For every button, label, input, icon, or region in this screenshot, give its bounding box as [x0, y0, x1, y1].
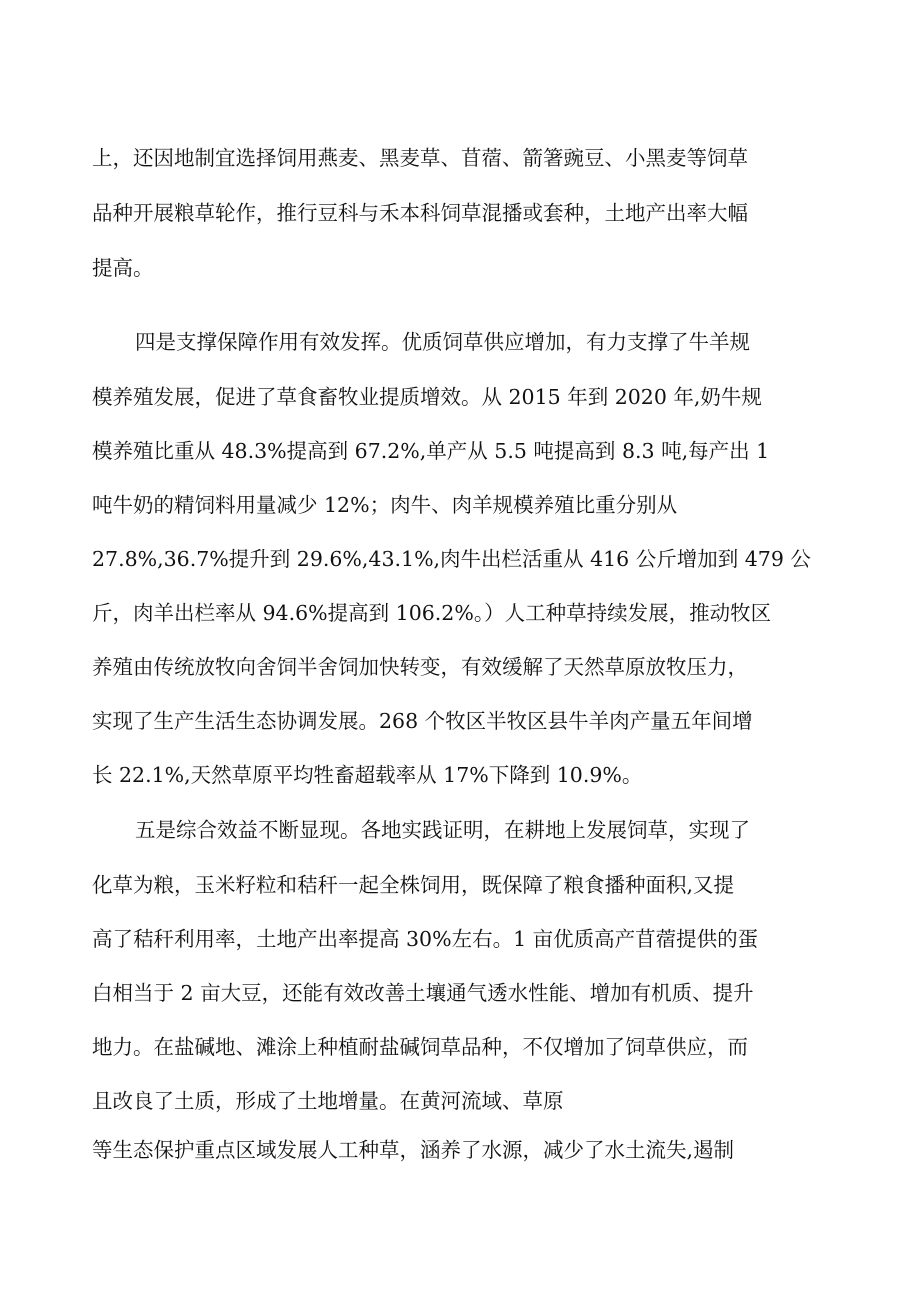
paragraph-first-line: 五是综合效益不断显现。各地实践证明，在耕地上发展饲草，实现了	[135, 818, 750, 842]
text-line: 白相当于 2 亩大豆，还能有效改善土壤通气透水性能、增加有机质、提升	[92, 981, 754, 1005]
text-line: 斤，肉羊出栏率从 94.6%提高到 106.2%。）人工种草持续发展，推动牧区	[92, 601, 772, 625]
text-line: 且改良了土质，形成了土地增量。在黄河流域、草原	[92, 1089, 564, 1113]
text-line: 27.8%,36.7%提升到 29.6%,43.1%,肉牛出栏活重从 416 公斤增加到 479 公	[92, 547, 811, 571]
text-line: 地力。在盐碱地、滩涂上种植耐盐碱饲草品种，不仅增加了饲草供应，而	[92, 1035, 748, 1059]
text-line: 养殖由传统放牧向舍饲半舍饲加快转变，有效缓解了天然草原放牧压力，	[92, 655, 748, 679]
text-line: 等生态保护重点区域发展人工种草，涵养了水源，减少了水土流失,遏制	[92, 1138, 735, 1162]
text-line: 提高。	[92, 256, 154, 280]
text-line: 吨牛奶的精饲料用量减少 12%；肉牛、肉羊规模养殖比重分别从	[92, 493, 678, 517]
text-line: 上，还因地制宜选择饲用燕麦、黑麦草、苜蓿、箭箸豌豆、小黑麦等饲草	[92, 146, 748, 170]
text-line: 高了秸秆利用率，土地产出率提高 30%左右。1 亩优质高产苜蓿提供的蛋	[92, 927, 759, 951]
text-line: 长 22.1%,天然草原平均牲畜超载率从 17%下降到 10.9%。	[92, 763, 643, 787]
text-line: 模养殖发展，促进了草食畜牧业提质增效。从 2015 年到 2020 年,奶牛规	[92, 385, 762, 409]
text-line: 实现了生产生活生态协调发展。268 个牧区半牧区县牛羊肉产量五年间增	[92, 709, 753, 733]
text-line: 品种开展粮草轮作，推行豆科与禾本科饲草混播或套种，土地产出率大幅	[92, 201, 748, 225]
text-line: 模养殖比重从 48.3%提高到 67.2%,单产从 5.5 吨提高到 8.3 吨,每产出 1	[92, 439, 770, 463]
text-line: 化草为粮，玉米籽粒和秸秆一起全株饲用，既保障了粮食播种面积,又提	[92, 873, 735, 897]
paragraph-first-line: 四是支撑保障作用有效发挥。优质饲草供应增加，有力支撑了牛羊规	[135, 330, 750, 354]
